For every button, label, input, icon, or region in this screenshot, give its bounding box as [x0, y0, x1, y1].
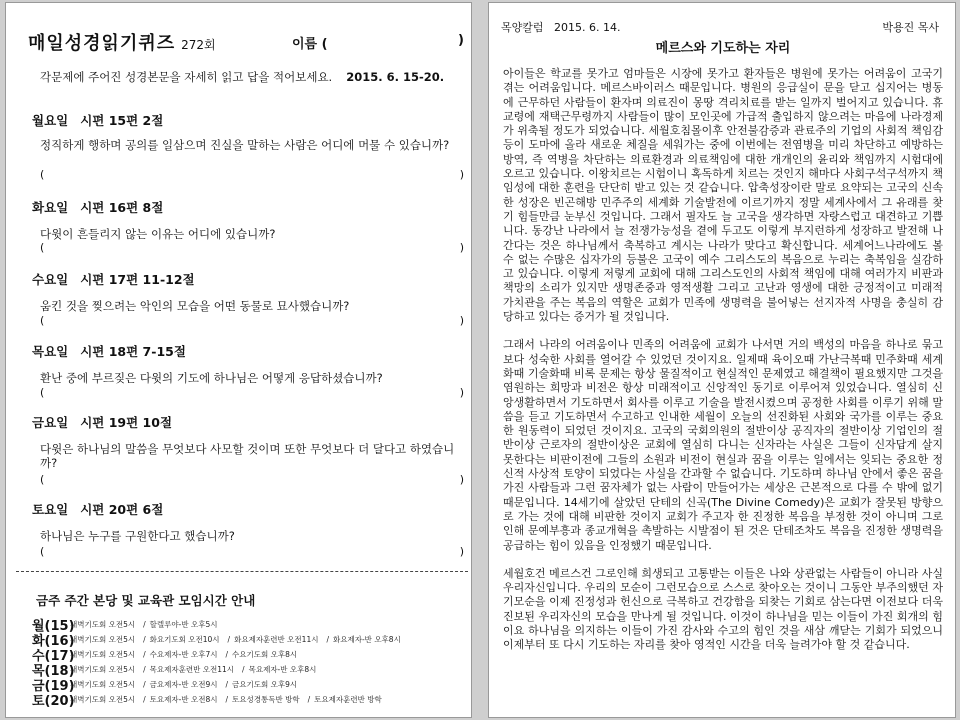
section-divider: [16, 571, 468, 572]
quiz-question: 환난 중에 부르짖은 다윗의 기도에 하나님은 어떻게 응답하셨습니까?: [40, 371, 383, 385]
answer-close: ): [459, 545, 464, 558]
quiz-question: 움킨 것을 찢으려는 악인의 모습을 어떤 동물로 묘사했습니까?: [40, 299, 350, 313]
answer-open: (: [40, 241, 45, 254]
schedule-item: 화요제자-반 오후8시: [333, 635, 401, 644]
schedule-day: 목(18): [32, 664, 75, 679]
schedule-item: 목요제자-반 오후8시: [248, 665, 317, 674]
schedule-item: 토요성경통독반 방학: [232, 695, 300, 704]
column-author: 박용진 목사: [882, 21, 939, 34]
answer-blank[interactable]: [40, 241, 464, 255]
schedule-item: 새벽기도회 오전5시: [70, 650, 136, 659]
schedule-items: 새벽기도회 오전5시 / 수요제자-반 오후7시 / 수요기도회 오후8시: [70, 650, 298, 659]
day-label: 토요일: [32, 502, 69, 517]
day-label: 수요일: [32, 272, 69, 287]
schedule-item: 새벽기도회 오전5시: [70, 620, 136, 629]
answer-blank[interactable]: [40, 386, 464, 400]
schedule-day: 화(16): [32, 634, 75, 649]
quiz-page: [5, 2, 472, 718]
schedule-item: 토요제자-반 오전8시: [149, 695, 218, 704]
schedule-item: 목요제자훈련반 오전11시: [149, 665, 235, 674]
column-title: 메르스와 기도하는 자리: [655, 41, 791, 56]
quiz-question: 정직하게 행하며 공의를 일삼으며 진실을 말하는 사람은 어디에 머물 수 있습니까?: [40, 138, 450, 152]
schedule-items: 새벽기도회 오전5시 / 금요제자-반 오전9시 / 금요기도회 오후9시: [70, 680, 298, 689]
answer-close: ): [459, 168, 464, 181]
scripture-ref: 시편 16편 8절: [80, 200, 164, 215]
name-label: 이름 (: [292, 37, 328, 52]
quiz-question: 하나님은 누구를 구원한다고 했습니까?: [40, 529, 235, 543]
schedule-items: 새벽기도회 오전5시 / 목요제자훈련반 오전11시 / 목요제자-반 오후8시: [70, 665, 317, 674]
answer-open: (: [40, 545, 45, 558]
answer-close: ): [459, 241, 464, 254]
schedule-item: 새벽기도회 오전5시: [70, 695, 136, 704]
instruction-text: 각문제에 주어진 성경본문을 자세히 읽고 답을 적어보세요.: [40, 70, 333, 84]
scripture-ref: 시편 20편 6절: [80, 502, 164, 517]
schedule-item: 토요제자훈련반 방학: [314, 695, 382, 704]
quiz-day-heading: [32, 342, 186, 360]
quiz-date-range: 2015. 6. 15-20.: [346, 70, 445, 84]
schedule-item: 화요기도회 오전10시: [149, 635, 220, 644]
scripture-ref: 시편 15편 2절: [80, 113, 164, 128]
schedule-item: 수요제자-반 오후7시: [149, 650, 218, 659]
schedule-day: 금(19): [32, 679, 75, 694]
column-paragraph: 그래서 나라의 어려움이나 민족의 어려움에 교회가 나서면 거의 백성의 마음을 하나로 묶고 보다 성숙한 사회를 열어갈 수 있었던 것이지요. 일제때 육이오때 가난극복때 민주화때 세계화때 기술화때 비록 문제는 항상 물질적이고 현실적인 문제였고 해결책이 필요했지만 그것을 염원하는 희망과 비전은 항상 미래적이고 신앙적인 동기로 이루어져 있었습니다. 열심히 신앙생활하면서 기도하면서 회사를 이루고 기술을 발전시켰으며 공정한 사회를 이루기 위해 말씀을 듣고 기도하면서 수고하고 인내한 세월이 오늘의 선진화된 사회와 국가를 이루는 중요한 원동력이 되었던 것이지요. 고국의 국회의원의 절반이상 공직자의 절반이상 기업인의 절반이상 근로자의 절반이상은 교회에 열심히 다니는 신자라는 사실은 그들이 신자답게 살지 못한다는 비판이전에 그들의 소원과 비전이 현실과 꿈을 이루는 일에서는 잊되는 중요한 정신적 사상적 토양이 되었다는 사실을 간과할 수 없습니다. 기도하며 하나님 안에서 좋은 꿈을 가진 사람들과 그런 꿈자체가 없는 사람이 만들어가는 세상은 근본적으로 다를 수 밖에 없기 때문입니다. 14세기에 살았던 단테의 신곡(The Divine Comedy)은 교회가 잘못된 방향으로 가는 것에 대해 비판한 것이지 교회가 주고자 한 진정한 복음을 부정한 것이 아니며 그로인해 문예부흥과 종교개혁을 촉발하는 시발점이 된 것은 단테조차도 복음을 진정한 생명력을 공급하는 힘이 있음을 인정했기 때문입니다.: [503, 338, 943, 552]
answer-blank[interactable]: [40, 545, 464, 559]
scripture-ref: 시편 17편 11-12절: [80, 272, 195, 287]
schedule-table: [32, 617, 472, 707]
column-paragraph: 세월호건 메르스건 그로인해 희생되고 고통받는 이들은 나와 상관없는 사람들이 아니라 사실 우리자신입니다. 우리의 모순이 그런모습으로 스스로 찾아오는 것이니 그동안 부주의했던 자기모순을 이제 진정성과 헌신으로 극복하고 건강함을 되찾는 기회로 삼는다면 이전보다 더욱 진보된 우리자신의 모습을 만나게 될 것입니다. 이것이 하나님을 믿는 이들이 가진 회개의 힘이요 하나님을 의지하는 이들이 가진 감사와 수고의 힘인 것을 새삼 깨닫는 기회가 되었으니 이제부터 또 다시 기도하는 자리를 찾아 영적인 시간을 더욱 늘려가야 할 것 같습니다.: [503, 566, 943, 652]
schedule-items: 새벽기도회 오전5시 / 토요제자-반 오전8시 / 토요성경통독반 방학 / 토요제자훈련반 방학: [70, 695, 382, 704]
answer-close: ): [459, 473, 464, 486]
scripture-ref: 시편 18편 7-15절: [80, 344, 186, 359]
column-label: 목양칼럼: [501, 21, 544, 34]
quiz-day-heading: [32, 198, 163, 216]
schedule-day: 토(20): [32, 694, 75, 709]
schedule-item: 할렐루야-반 오후5시: [149, 620, 218, 629]
schedule-item: 수요기도회 오후8시: [232, 650, 298, 659]
day-label: 월요일: [32, 113, 69, 128]
answer-open: (: [40, 473, 45, 486]
quiz-title: [28, 29, 216, 55]
schedule-row: [32, 662, 472, 677]
schedule-item: 금요제자-반 오전9시: [149, 680, 218, 689]
schedule-row: [32, 617, 472, 632]
schedule-row: [32, 647, 472, 662]
day-label: 금요일: [32, 415, 69, 430]
quiz-day-heading: [32, 500, 163, 518]
column-paragraph: 아이들은 학교를 못가고 엄마들은 시장에 못가고 환자들은 병원에 못가는 어려움이 고국기 겪는 어려움입니다. 메르스바이러스 때문입니다. 병원의 응급실이 문을 닫고 십지어는 병동에 근무하던 사람들이 환자며 의료진이 몽땅 격리치료를 받는 일까지 벌어지고 있습니다. 휴교령에 재택근무령까지 사람들이 많이 모인곳에 가급적 출입하지 않으려는 마음에 나라경제가 위축될 정도가 되었습니다. 세월호침몰이후 안전불감증과 관료주의 기업의 사회적 책임감 등이 도마에 올라 새로운 체질을 세워가는 중에 이번에는 전염병을 미리 차단하고 예방하는 방역, 즉 역병을 차단하는 의료환경과 의료책임에 대한 개개인의 윤리와 책임까지 시험대에 오르고 있습니다. 이왕치르는 시험이니 혹독하게 치르는 것인지 해마다 사회구석구석까지 책임성에 대한 훈련을 단단히 받고 있는 것 같습니다. 압축성장이란 말로 요약되는 고국의 신속한 성장은 빈곤해방 민주주의 세계화 기술발전에 이르기까지 정말 세계사에서 그 유래를 찾기 힘들만큼 눈부신 것입니다. 그래서 필자도 늘 고국을 생각하면 자랑스럽고 대견하고 기쁩니다. 동강난 나라에서 늘 전쟁가능성을 곁에 두고도 이렇게 부지런하게 성장하고 발전해 나간다는 것은 하나님께서 축복하고 계시는 나라가 맞다고 확신합니다. 세계어느나라에도 볼 수 없는 수많은 십자가의 등불은 고국이 예수 그리스도의 복음으로 누리는 축복임을 실감하고 있습니다. 이렇게 저렇게 교회에 대해 그리스도인의 사회적 책임에 대해 여러가지 비판과 책망의 소리가 있지만 생명존중과 영적생활 그리고 고난과 영생에 대한 긍정적이고 미래적 가치관을 주는 복음의 역할은 교회가 민족에 생명력을 불어넣는 선지자적 사명을 충실히 감당하고 있다는 증거가 될 것입니다.: [503, 67, 943, 324]
answer-close: ): [459, 314, 464, 327]
quiz-day-heading: [32, 111, 163, 129]
quiz-question: 다윗이 흔들리지 않는 이유는 어디에 있습니까?: [40, 227, 276, 241]
schedule-item: 금요기도회 오후9시: [232, 680, 298, 689]
schedule-row: [32, 677, 472, 692]
column-page: [488, 2, 956, 718]
name-close: ): [458, 33, 464, 48]
quiz-day-heading: [32, 270, 195, 288]
schedule-row: [32, 692, 472, 707]
answer-open: (: [40, 386, 45, 399]
quiz-issue: 272회: [181, 38, 216, 52]
schedule-item: 새벽기도회 오전5시: [70, 665, 136, 674]
answer-blank[interactable]: [40, 168, 464, 182]
schedule-item: 화요제자훈련반 오전11시: [234, 635, 319, 644]
quiz-day-heading: [32, 413, 172, 431]
schedule-items: 새벽기도회 오전5시 / 화요기도회 오전10시 / 화요제자훈련반 오전11시 / 화요제자-반 오후8시: [70, 635, 401, 644]
scripture-ref: 시편 19편 10절: [80, 415, 173, 430]
schedule-item: 새벽기도회 오전5시: [70, 680, 136, 689]
quiz-question: 다윗은 하나님의 말씀을 무엇보다 사모할 것이며 또한 무엇보다 더 달다고 하였습니까?: [40, 442, 455, 470]
column-date: 2015. 6. 14.: [554, 21, 621, 34]
answer-blank[interactable]: [40, 473, 464, 487]
answer-close: ): [459, 386, 464, 399]
schedule-day: 월(15): [32, 619, 75, 634]
column-header: [501, 19, 945, 35]
answer-open: (: [40, 314, 45, 327]
day-label: 목요일: [32, 344, 69, 359]
answer-open: (: [40, 168, 45, 181]
quiz-title-text: 매일성경읽기퀴즈: [28, 33, 176, 54]
day-label: 화요일: [32, 200, 69, 215]
answer-blank[interactable]: [40, 314, 464, 328]
schedule-title: 금주 주간 본당 및 교육관 모임시간 안내: [36, 593, 256, 608]
schedule-item: 새벽기도회 오전5시: [70, 635, 136, 644]
schedule-row: [32, 632, 472, 647]
schedule-items: 새벽기도회 오전5시 / 할렐루야-반 오후5시: [70, 620, 218, 629]
column-body: [503, 67, 943, 667]
schedule-day: 수(17): [32, 649, 75, 664]
quiz-instruction: [40, 69, 444, 85]
